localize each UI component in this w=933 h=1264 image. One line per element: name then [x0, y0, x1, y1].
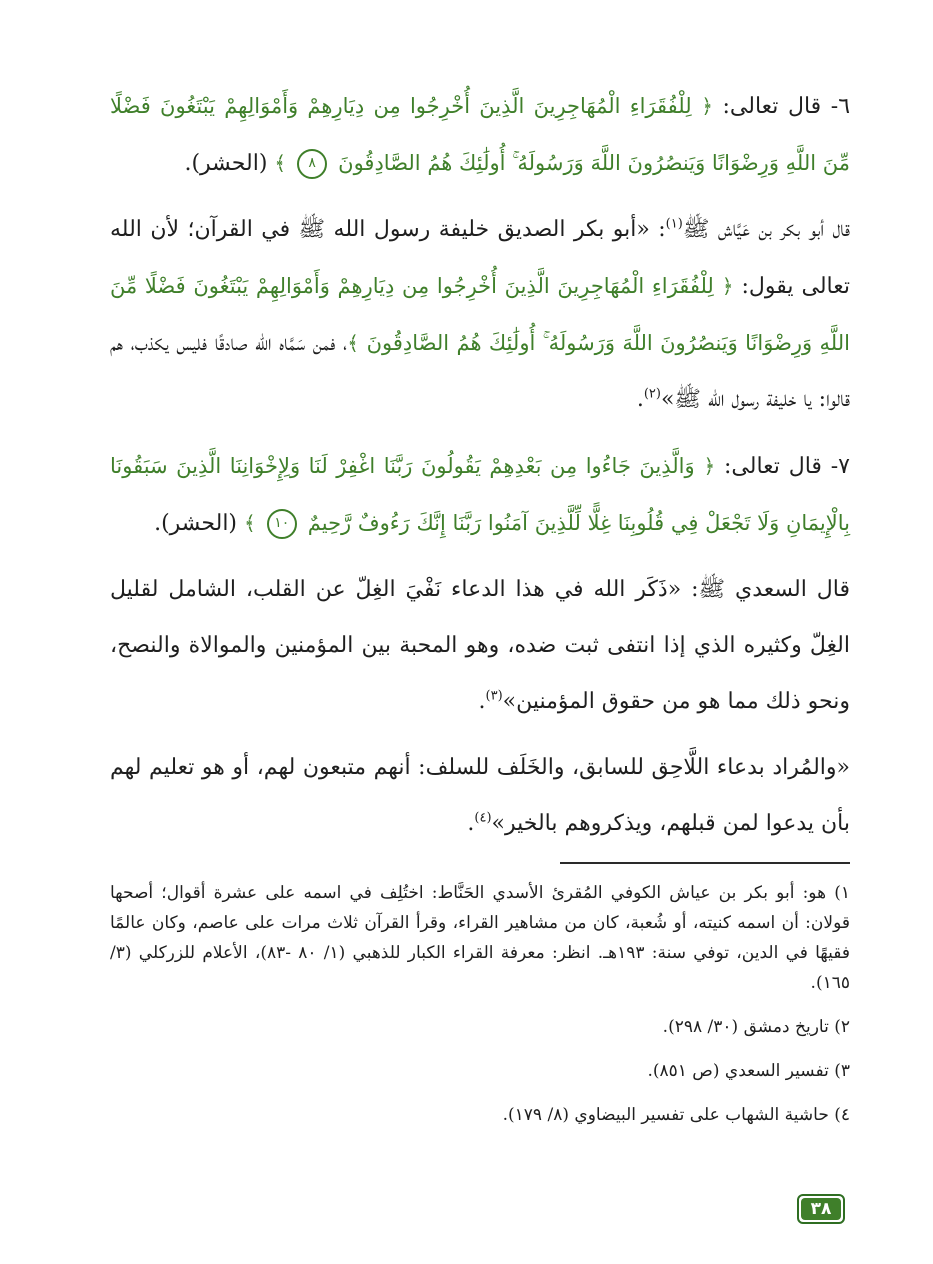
saadi-paragraph [110, 562, 850, 730]
saadi-text: قال السعدي ﷺ: «ذَكَر الله في هذا الدعاء نَفْيَ الغِلّ عن القلب، الشامل لقليل الغِلّ وكثيره الذي إذا انتفى ثبت ضده، وهو المحبة بين المؤمنين والموالاة والنصح، ونحو ذلك مما هو من حقوق المؤمنين» [110, 577, 850, 714]
verse-number-icon: ١٠ [267, 509, 297, 539]
item-7-paragraph [110, 438, 850, 552]
footnote-2: ٢) تاريخ دمشق (٣٠/ ٢٩٨). [662, 1017, 850, 1037]
page-number: ٣٨ [801, 1198, 841, 1220]
ornate-bracket-open-icon: ﴿ [721, 274, 734, 298]
footnote-1: ١) هو: أبو بكر بن عياش الكوفي المُقرئ الأسدي الحَنَّاط: اختُلِف في اسمه على عشرة أقوال؛ أصحها قولان: أن اسمه كنيته، أو شُعبة، كان من مشاهير القراء، وقرأ القرآن ثلاث مرات على عاصم، وكان عالمًا فقيهًا في الدين، توفي سنة: ١٩٣هـ. انظر: معرفة القراء الكبار للذهبي (١/ ٨٠ -٨٣)، الأعلام للزركلي (٣/ ١٦٥). [110, 883, 850, 993]
footnote-ref-3[interactable]: (٣) [485, 688, 503, 704]
verse-number-icon: ٨ [297, 149, 327, 179]
sentence-end: . [478, 689, 486, 714]
abubakr-text-continued: ، فمن سَمَّاه الله صادقًا فليس يكذب، هم قالوا: يا خليفة رسول الله ﷺ» [110, 331, 850, 412]
footnote-4: ٤) حاشية الشهاب على تفسير البيضاوي (٨/ ١٧٩). [502, 1105, 850, 1125]
item-6-label: ٦- قال تعالى: [722, 94, 851, 119]
footnotes [110, 878, 850, 1144]
footnote-ref-2[interactable]: (٢) [643, 386, 661, 402]
page-body [110, 78, 850, 860]
quran-verse: لِلْفُقَرَاءِ الْمُهَاجِرِينَ الَّذِينَ أُخْرِجُوا مِن دِيَارِهِمْ وَأَمْوَالِهِمْ يَبْتَغُونَ فَضْلًا مِّنَ اللَّهِ وَرِضْوَانًا وَيَنصُرُونَ اللَّهَ وَرَسُولَهُ ۚ أُولَٰئِكَ هُمُ الصَّادِقُونَ [110, 94, 850, 175]
surah-reference: (الحشر). [184, 151, 268, 176]
murad-text: «والمُراد بدعاء اللَّاحِق للسابق، والخَلَف للسلف: أنهم متبعون لهم، أو هو تعليم لهم بأن يدعوا لمن قبلهم، ويذكروهم بالخير» [110, 755, 850, 836]
page-number-badge [797, 1194, 845, 1224]
ornate-bracket-close-icon: ﴾ [347, 331, 359, 355]
quran-verse: وَالَّذِينَ جَاءُوا مِن بَعْدِهِمْ يَقُولُونَ رَبَّنَا اغْفِرْ لَنَا وَلِإِخْوَانِنَا الَّذِينَ سَبَقُونَا بِالْإِيمَانِ وَلَا تَجْعَلْ فِي قُلُوبِنَا غِلًّا لِّلَّذِينَ آمَنُوا رَبَّنَا إِنَّكَ رَءُوفٌ رَّحِيمٌ [110, 454, 850, 535]
ornate-bracket-close-icon: ﴾ [244, 511, 256, 535]
item-6-paragraph [110, 78, 850, 192]
footnote-separator [560, 862, 850, 864]
footnote-3: ٣) تفسير السعدي (ص ٨٥١). [647, 1061, 850, 1081]
abubakr-paragraph [110, 202, 850, 428]
footnote-ref-4[interactable]: (٤) [474, 810, 492, 826]
item-7-label: ٧- قال تعالى: [724, 454, 850, 479]
ornate-bracket-close-icon: ﴾ [274, 151, 287, 175]
footnote-ref-1[interactable]: (١) [665, 216, 683, 232]
abubakr-text: : «أبو بكر الصديق خليفة رسول الله ﷺ في القرآن؛ لأن الله تعالى يقول: [110, 217, 850, 299]
murad-paragraph [110, 740, 850, 852]
sentence-end: . [636, 387, 644, 412]
ornate-bracket-open-icon: ﴿ [703, 454, 716, 478]
quran-verse: لِلْفُقَرَاءِ الْمُهَاجِرِينَ الَّذِينَ أُخْرِجُوا مِن دِيَارِهِمْ وَأَمْوَالِهِمْ يَبْتَغُونَ فَضْلًا مِّنَ اللَّهِ وَرِضْوَانًا وَيَنصُرُونَ اللَّهَ وَرَسُولَهُ ۚ أُولَٰئِكَ هُمُ الصَّادِقُونَ [110, 274, 850, 355]
surah-reference: (الحشر). [154, 511, 238, 536]
sentence-end: . [467, 811, 475, 836]
ornate-bracket-open-icon: ﴿ [701, 94, 713, 118]
abubakr-intro: قال أبو بكر بن عَيَّاش ﷺ [682, 217, 850, 242]
